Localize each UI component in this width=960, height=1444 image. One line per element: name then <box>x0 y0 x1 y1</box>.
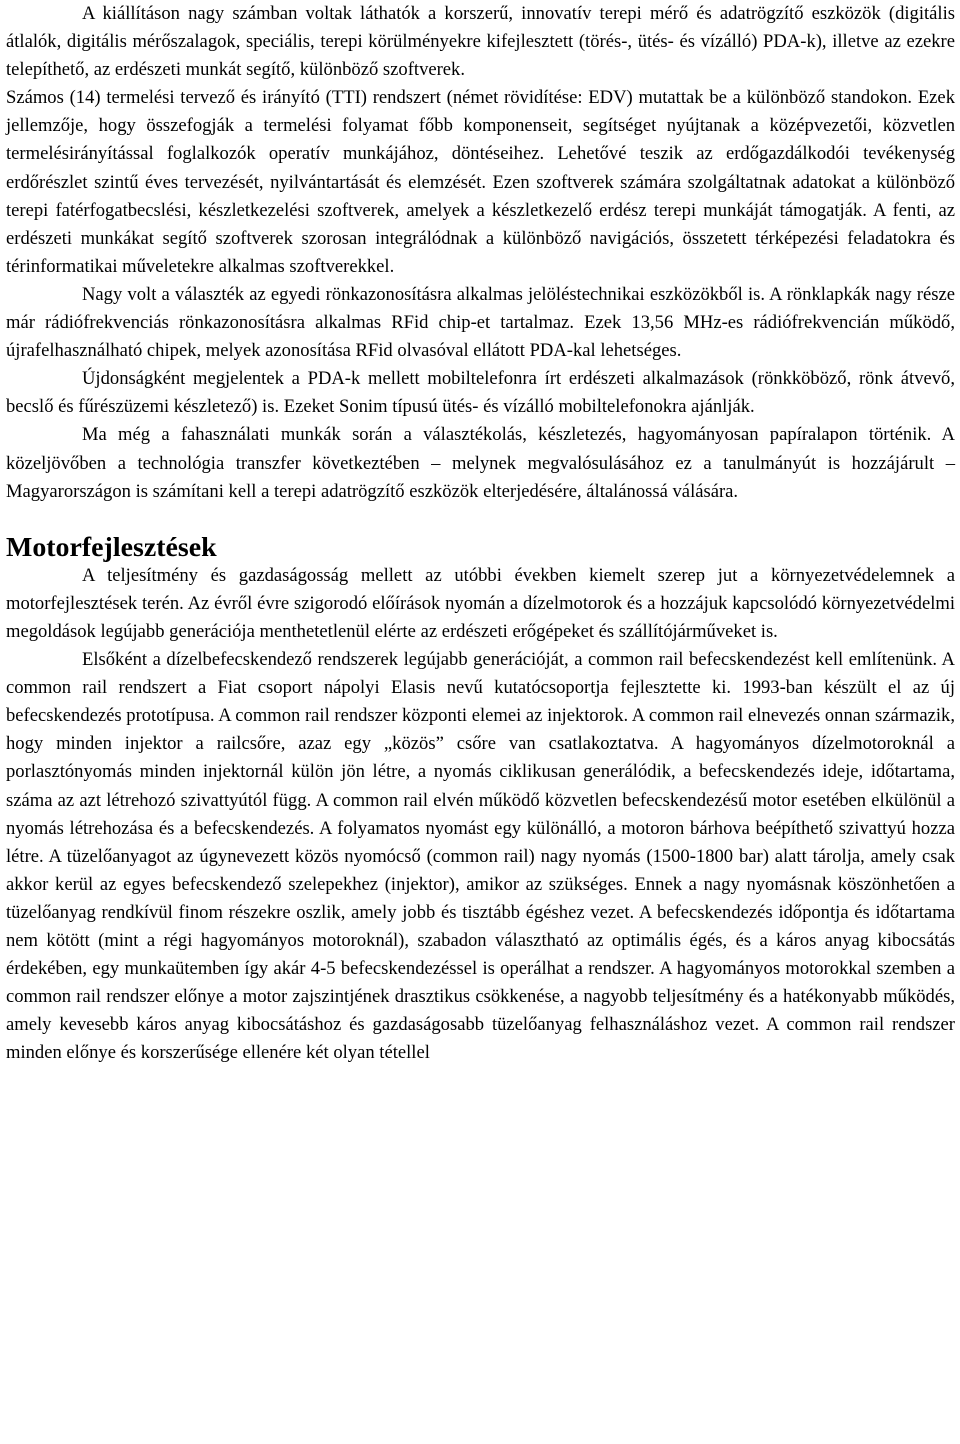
paragraph-rfid-marking: Nagy volt a választék az egyedi rönkazonosításra alkalmas jelöléstechnikai eszközökből is. A rönklapkák nagy része már rádiófrekvenciás rönkazonosításra alkalmas RFid chip-et tartalmaz. Ezek 13,56 MHz-es rádiófrekvencián működő, újrafelhasználható chipek, melyek azonosítása RFid olvasóval ellátott PDA-kal lehetséges. <box>6 283 955 362</box>
paragraph-paper-based: Ma még a fahasználati munkák során a választékolás, készletezés, hagyományosan papíralapon történik. A közeljövőben a technológia transzfer következtében – melynek megvalósulásához ez a tanulmányút is hozzájárult – Magyarországon is számítani kell a terepi adatrögzítő eszközök elterjedésére, általánossá válására. <box>6 424 955 502</box>
document-page <box>6 0 955 1067</box>
section-heading-motor: Motorfejlesztések <box>6 531 217 563</box>
paragraph-common-rail: Elsőként a dízelbefecskendező rendszerek legújabb generációját, a common rail befecskendezést kell említenünk. A common rail rendszert a Fiat csoport nápolyi Elasis nevű kutatócsoportja fejlesztette ki. 1993-ban készült el az új befecskendezés prototípusa. A common rail rendszer központi elemei az injektorok. A common rail elnevezés onnan származik, hogy minden injektor a railcsőre, azaz egy „közös” csőre van csatlakoztatva. A hagyományos dízelmotoroknál a porlasztónyomás minden injektornál külön jön létre, a nyomás ciklikusan generálódik, a befecskendezés ideje, időtartama, száma az azt létrehozó szivattyútól függ. A common rail elvén működő közvetlen befecskendezésű motor esetében elkülönül a nyomás létrehozása és a befecskendezés. A folyamatos nyomást egy különálló, a motoron bárhova beépíthető szivattyú hozza létre. A tüzelőanyagot az úgynevezett közös nyomócső (common rail) nagy nyomás (1500-1800 bar) alatt tárolja, amely csak akkor kerül az egyes befecskendező szelepekhez (injektor), amikor az szükséges. Ennek a nagy nyomásnak köszönhetően a tüzelőanyag rendkívül finom részekre oszlik, amely jobb és tisztább égéshez vezet. A befecskendezés időpontja és időtartama nem kötött (mint a régi hagyományos motoroknál), szabadon választható az optimális égés, és a káros anyag kibocsátás érdekében, egy munkaütemben így akár 4-5 befecskendezéssel is operálhat a rendszer. A hagyományos motorokkal szemben a common rail rendszer előnye a motor zajszintjének drasztikus csökkenése, a nagyobb teljesítmény és a hatékonyabb működés, amely kevesebb káros anyag kibocsátáshoz és gazdaságosabb tüzelőanyag felhasználáshoz vezet. A common rail rendszer minden előnye és korszerűsége ellenére két olyan tétellel <box>6 649 955 1064</box>
paragraph-exhibition-devices: A kiállításon nagy számban voltak láthatók a korszerű, innovatív terepi mérő és adatrögzítő eszközök (digitális átlalók, digitális mérőszalagok, speciális, terepi körülményekre kifejlesztett (törés-, ütés- és vízálló) PDA-k), illetve az ezekre telepíthető, az erdészeti munkát segítő, különböző szoftverek. <box>6 3 955 81</box>
paragraph-tti-systems: Számos (14) termelési tervező és irányító (TTI) rendszert (német rövidítése: EDV) mutattak be a különböző standokon. Ezek jellemzője, hogy összefogják a termelési folyamat főbb komponenseit, segítséget nyújtanak a középvezetői, közvetlen termelésirányítással foglalkozók operatív munkájához, döntéseihez. Lehetővé teszik az erdőgazdálkodói tevékenység erdőrészlet szintű éves tervezését, nyilvántartását és elemzését. Ezen szoftverek számára szolgáltatnak adatokat a különböző terepi fatérfogatbecslési, készletkezelési szoftverek, amelyek a készletkezelő erdész terepi munkáját támogatják. A fenti, az erdészeti munkákat segítő szoftverek szorosan integrálódnak a különböző navigációs, összetett térképezési feladatokra és térinformatikai műveletekre alkalmas szoftverekkel. <box>6 87 955 277</box>
paragraph-mobile-apps: Újdonságként megjelentek a PDA-k mellett mobiltelefonra írt erdészeti alkalmazások (rönkköböző, rönk átvevő, becslő és fűrészüzemi készletező) is. Ezeket Sonim típusú ütés- és vízálló mobiltelefonokra ajánlják. <box>6 368 955 418</box>
paragraph-motor-intro: A teljesítmény és gazdaságosság mellett az utóbbi években kiemelt szerep jut a környezetvédelemnek a motorfejlesztések terén. Az évről évre szigorodó előírások nyomán a dízelmotorok és a hozzájuk kapcsolódó környezetvédelmi megoldások legújabb generációja menthetetlenül elérte az erdészeti erőgépeket és szállítójárműveket is. <box>6 564 955 642</box>
